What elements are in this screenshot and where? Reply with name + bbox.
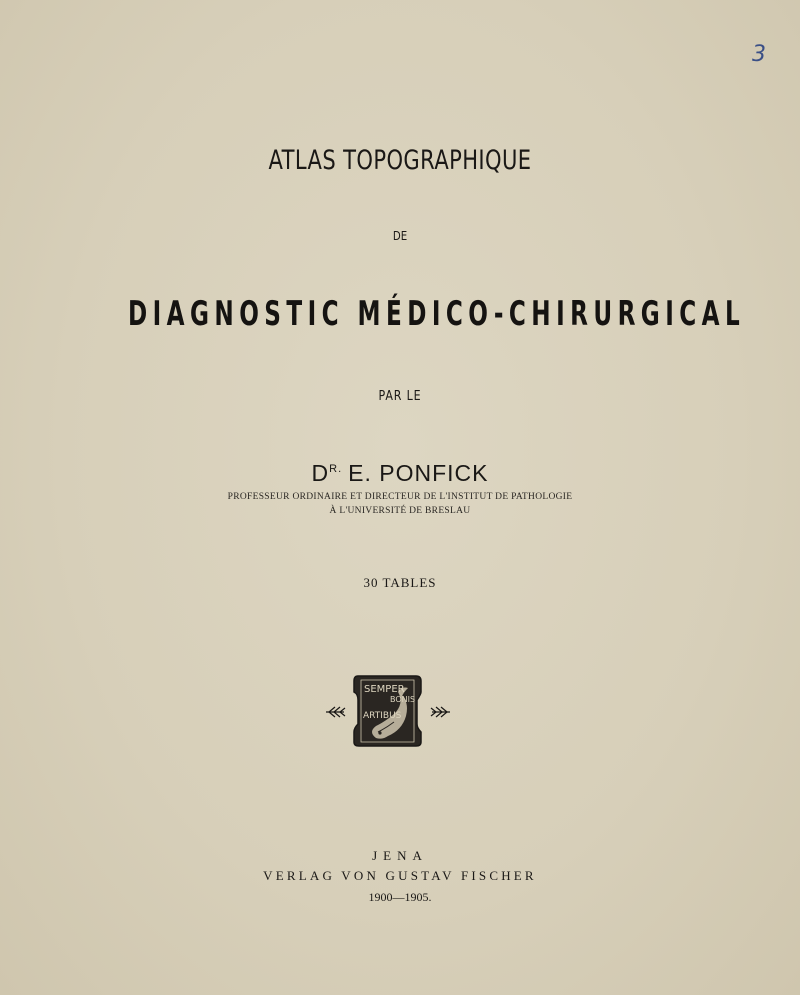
author-surname: E. PONFICK [348, 460, 489, 486]
motto-word-2: BONIS [390, 695, 416, 704]
publisher-fish-emblem-icon [318, 672, 478, 750]
by-line: PAR LE [378, 389, 422, 404]
affiliation-line-2: À L'UNIVERSITÉ DE BRESLAU [329, 506, 471, 516]
emblem-svg [318, 672, 478, 750]
page-number: 3 [752, 42, 766, 67]
affiliation-line-1: PROFESSEUR ORDINAIRE ET DIRECTEUR DE L'INSTITUT DE PATHOLOGIE [227, 492, 573, 502]
author-name [0, 460, 800, 487]
motto-word-3: ARTIBUS [363, 711, 402, 721]
motto-word-1: SEMPER [364, 684, 405, 695]
title-line-2: DIAGNOSTIC MÉDICO-CHIRURGICAL [128, 294, 746, 334]
title-connector: DE [392, 229, 408, 243]
plates-count: 30 TABLES [363, 575, 437, 590]
left-ornament-icon [326, 707, 345, 717]
title-line-1: ATLAS TOPOGRAPHIQUE [268, 145, 532, 176]
publisher-name: VERLAG VON GUSTAV FISCHER [263, 868, 537, 883]
author-prefix: D [311, 460, 330, 486]
right-ornament-icon [431, 707, 450, 717]
publication-city: JENA [372, 848, 428, 863]
publication-years: 1900—1905. [368, 890, 432, 904]
author-prefix-sup: R. [329, 463, 343, 475]
